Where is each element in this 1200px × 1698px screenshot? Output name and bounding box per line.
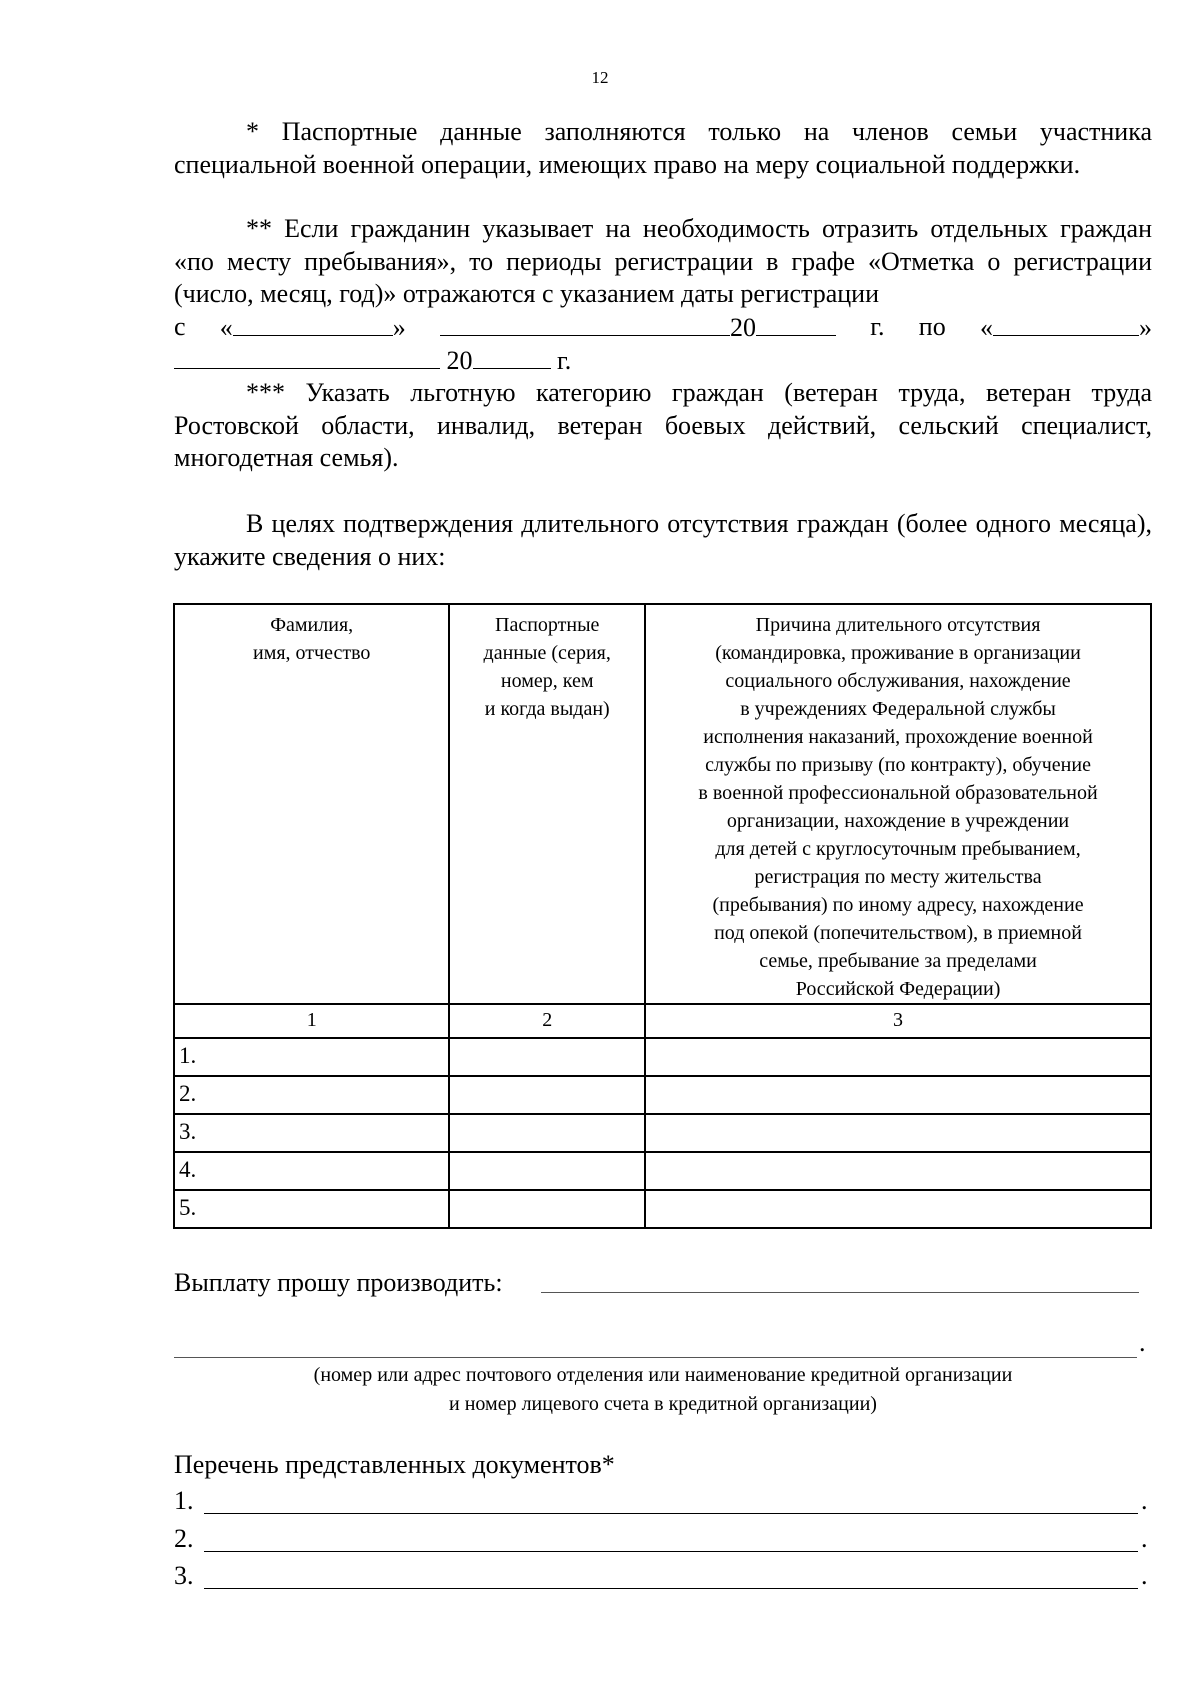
reason-cell[interactable] xyxy=(645,1114,1151,1152)
intro-text: В целях подтверждения длительного отсутствия граждан (более одного месяца), укажите сведения о них: xyxy=(174,509,1152,571)
year-suffix: г. xyxy=(870,312,885,341)
header-absence-reason: Причина длительного отсутствия (командировка, проживание в организации социального обслуживания, нахождение в учреждениях Федеральной службы исполнения наказаний, прохождение военной службы по призыву (по контракту), обучение в военной профессиональной образовательной организации, нахождение в учреждении для детей с круглосуточным пребыванием, регистрация по месту жительства (пребывания) по иному адресу, нахождение под опекой (попечительством), в приемной семье, пребывание за пределами Российской Федерации) xyxy=(645,604,1151,1004)
table-row xyxy=(174,1038,1151,1076)
reason-cell[interactable] xyxy=(645,1152,1151,1190)
passport-cell[interactable] xyxy=(449,1038,645,1076)
day-from-blank[interactable] xyxy=(233,311,393,336)
footnote-category: *** Указать льготную категорию граждан (ветеран труда, ветеран труда Ростовской области, инвалид, ветеран боевых действий, сельский специалист, многодетная семья). xyxy=(174,378,1152,472)
table-row xyxy=(174,1190,1151,1228)
date-to: по xyxy=(918,312,946,341)
document-field[interactable] xyxy=(204,1588,1138,1589)
page-number: 12 xyxy=(591,68,609,87)
document-field[interactable] xyxy=(204,1513,1138,1514)
document-line[interactable] xyxy=(174,1561,1148,1591)
document-line[interactable] xyxy=(174,1486,1148,1516)
year-from-blank[interactable] xyxy=(756,311,836,336)
table-row xyxy=(174,1114,1151,1152)
passport-cell[interactable] xyxy=(449,1076,645,1114)
document-number: 3. xyxy=(174,1561,194,1590)
month-from-blank[interactable] xyxy=(440,311,730,336)
year-to-blank[interactable] xyxy=(473,344,551,369)
date-prefix: с xyxy=(174,312,186,341)
document-end-dot: . xyxy=(1141,1486,1148,1515)
reason-cell[interactable] xyxy=(645,1190,1151,1228)
end-quote: » xyxy=(1138,313,1152,342)
column-number: 1 xyxy=(174,1004,449,1038)
month-to-blank[interactable] xyxy=(174,344,440,369)
table-row xyxy=(174,1152,1151,1190)
year-suffix-2: г. xyxy=(557,346,572,375)
document-end-dot: . xyxy=(1141,1561,1148,1590)
row-label[interactable]: 5. xyxy=(174,1190,449,1228)
table-header-row xyxy=(174,604,1151,1004)
passport-cell[interactable] xyxy=(449,1190,645,1228)
passport-cell[interactable] xyxy=(449,1114,645,1152)
passport-cell[interactable] xyxy=(449,1152,645,1190)
row-label[interactable]: 1. xyxy=(174,1038,449,1076)
document-end-dot: . xyxy=(1141,1524,1148,1553)
footnote-registration: ** Если гражданин указывает на необходимость отразить отдельных граждан «по месту пребывания», то периоды регистрации в графе «Отметка о регистрации (число, месяц, год)» отражаются с указанием даты регистрации xyxy=(174,214,1152,308)
documents-title: Перечень представленных документов* xyxy=(174,1450,615,1479)
year-prefix-2: 20 xyxy=(446,346,473,375)
document-number: 1. xyxy=(174,1486,194,1515)
payment-end-dot: . xyxy=(1139,1328,1146,1357)
row-label[interactable]: 3. xyxy=(174,1114,449,1152)
document-field[interactable] xyxy=(204,1551,1138,1552)
reason-cell[interactable] xyxy=(645,1038,1151,1076)
column-number: 2 xyxy=(449,1004,645,1038)
document-number: 2. xyxy=(174,1524,194,1553)
table-row xyxy=(174,1076,1151,1114)
payment-note: (номер или адрес почтового отделения или наименование кредитной организации и номер лицевого счета в кредитной организации) xyxy=(313,1364,1013,1415)
year-prefix: 20 xyxy=(730,313,757,342)
document-line[interactable] xyxy=(174,1524,1148,1554)
close-quote: » xyxy=(392,313,406,342)
column-number-row xyxy=(174,1004,1151,1038)
column-number: 3 xyxy=(645,1004,1151,1038)
day-to-blank[interactable] xyxy=(993,311,1139,336)
header-full-name: Фамилия, имя, отчество xyxy=(174,604,449,1004)
row-label[interactable]: 2. xyxy=(174,1076,449,1114)
absence-table xyxy=(173,603,1152,1229)
payment-label: Выплату прошу производить: xyxy=(174,1268,503,1297)
row-label[interactable]: 4. xyxy=(174,1152,449,1190)
footnote-passport: * Паспортные данные заполняются только на членов семьи участника специальной военной операции, имеющих право на меру социальной поддержки. xyxy=(174,117,1152,179)
payment-field-line-2[interactable] xyxy=(174,1357,1137,1358)
open-quote: « xyxy=(219,313,233,342)
reason-cell[interactable] xyxy=(645,1076,1151,1114)
payment-field-line-1[interactable] xyxy=(541,1292,1139,1293)
open-quote-to: « xyxy=(979,313,993,342)
registration-date-line xyxy=(174,311,1152,345)
header-passport: Паспортные данные (серия, номер, кем и когда выдан) xyxy=(449,604,645,1004)
registration-date-line-2 xyxy=(174,344,1152,378)
